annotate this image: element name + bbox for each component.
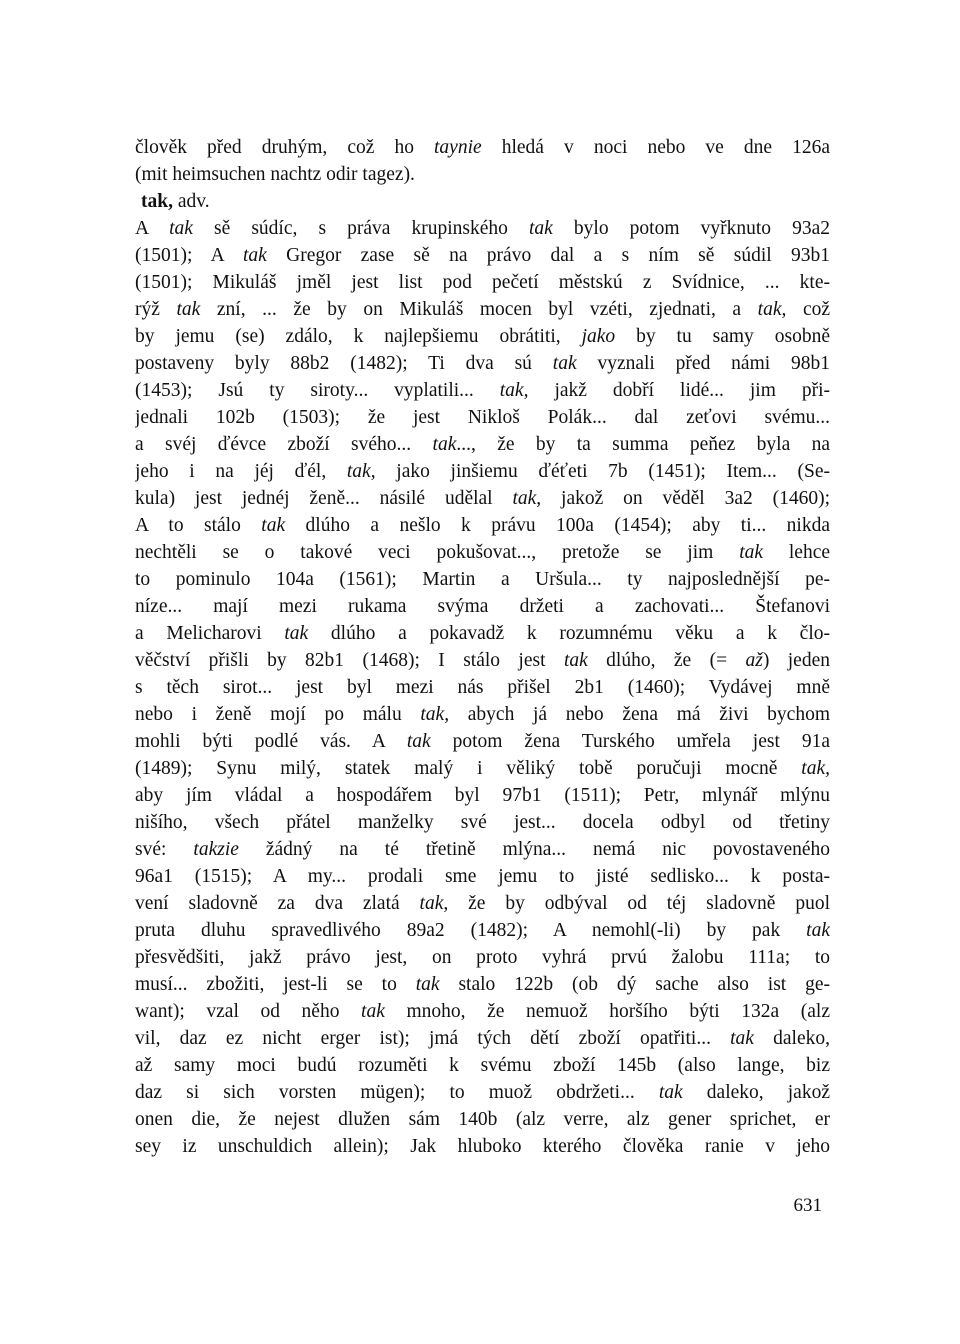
text-segment: zní, ... že by on Mikuláš mocen byl vzéti, zjednati, a (200, 299, 758, 320)
italic-word: tak (806, 920, 830, 941)
text-segment: ) jeden (762, 650, 830, 671)
text-line (135, 728, 830, 755)
text-segment: mohli býti podlé vás. A (135, 731, 407, 752)
text-segment: mnoho, že nemuož horšího býti 132a (alz (384, 1001, 830, 1022)
text-segment: to pominulo 104a (1561); Martin a Uršula... ty najposlednější pe- (135, 569, 830, 590)
text-segment: hledá v noci nebo ve dne 126a (481, 137, 830, 158)
headword: tak, (141, 191, 173, 212)
text-line (135, 674, 830, 701)
text-segment: A (135, 218, 170, 239)
text-segment: dlúho a pokavadž k rozumnému věku a k člo- (308, 623, 830, 644)
text-line (135, 323, 830, 350)
text-line (135, 431, 830, 458)
text-segment: až samy moci budú rozuměti k svému zboží 145b (also lange, biz (135, 1055, 830, 1076)
text-line (135, 782, 830, 809)
text-line (135, 404, 830, 431)
text-segment: lehce (763, 542, 830, 563)
text-segment: musí... zbožiti, jest-li se to (135, 974, 416, 995)
text-segment: bylo potom vyřknuto 93a2 (552, 218, 830, 239)
text-segment: daleko, jakož (682, 1082, 830, 1103)
text-segment: 96a1 (1515); A my... prodali sme jemu to jisté sedlisko... k posta- (135, 866, 830, 887)
italic-word: tak (658, 1082, 683, 1103)
text-segment: (mit heimsuchen nachtz odir tagez). (135, 164, 415, 185)
italic-word: tak (552, 353, 577, 374)
text-line (135, 944, 830, 971)
text-segment: dlúho, že (= (587, 650, 746, 671)
text-segment: onen die, že nejest dlužen sám 140b (alz verre, alz gener sprichet, er (135, 1109, 830, 1130)
text-segment: nebo i ženě mojí po málu (135, 704, 421, 725)
text-segment: své: (135, 839, 194, 860)
text-line (135, 809, 830, 836)
text-segment: (1501); A (135, 245, 243, 266)
text-line (135, 1079, 830, 1106)
text-segment: člověk před druhým, což ho (135, 137, 435, 158)
text-segment: nišího, všech přátel manželky své jest... docela odbyl od třetiny (135, 812, 830, 833)
text-line (135, 215, 830, 242)
italic-word: tak (361, 1001, 385, 1022)
italic-word: tak, (420, 704, 450, 725)
text-segment: což (786, 299, 830, 320)
text-segment: daleko, (753, 1028, 830, 1049)
text-segment: jako jinšiemu ďéťeti 7b (1451); Item... (Se- (375, 461, 830, 482)
text-line (135, 512, 830, 539)
text-segment: vyznali před námi 98b1 (576, 353, 830, 374)
text-segment: nechtěli se o takové veci pokušovat..., pretože se jim (135, 542, 740, 563)
italic-word: takzie (193, 839, 239, 860)
text-segment: sě súdíc, s práva krupinského (192, 218, 530, 239)
text-segment: žádný na té třetině mlýna... nemá nic povostaveného (238, 839, 830, 860)
text-line (135, 188, 836, 215)
text-line (135, 296, 830, 323)
italic-word: tak, (346, 461, 376, 482)
text-segment: daz si sich vorsten mügen); to muož obdržeti... (135, 1082, 659, 1103)
text-line (135, 971, 830, 998)
text-segment: vil, daz ez nicht erger ist); jmá tých dětí zboží opatřiti... (135, 1028, 731, 1049)
text-line (135, 1052, 830, 1079)
text-segment: že by odbýval od téj sladovně puol (448, 893, 830, 914)
text-segment: jakž dobří lidé... jim při- (528, 380, 830, 401)
text-segment: dlúho a nešlo k právu 100a (1454); aby ti... nikda (285, 515, 830, 536)
text-line (135, 755, 830, 782)
text-line (135, 539, 830, 566)
italic-word: tak (284, 623, 309, 644)
text-segment: jakož on věděl 3a2 (1460); (541, 488, 830, 509)
text-line (135, 161, 830, 188)
italic-word: tak (176, 299, 201, 320)
text-segment: adv. (172, 191, 210, 212)
text-line (135, 701, 830, 728)
text-segment: stalo 122b (ob dý sache also ist ge- (439, 974, 830, 995)
text-segment: want); vzal od něho (135, 1001, 362, 1022)
text-line (135, 647, 830, 674)
italic-word: jako (581, 326, 616, 347)
text-segment: s těch sirot... jest byl mezi nás přišel 2b1 (1460); Vydávej mně (135, 677, 830, 698)
text-segment: vení sladovně za dva zlatá (135, 893, 420, 914)
italic-word: tak, (512, 488, 542, 509)
text-segment: kula) jest jednéj ženě... násilé udělal (135, 488, 513, 509)
text-line (135, 242, 830, 269)
text-segment: níze... mají mezi rukama svýma držeti a zachovati... Štefanovi (135, 596, 830, 617)
text-line (135, 620, 830, 647)
italic-word: tak, (757, 299, 787, 320)
text-line (135, 485, 830, 512)
italic-word: tak, (499, 380, 529, 401)
text-line (135, 593, 830, 620)
text-line (135, 134, 830, 161)
text-line (135, 917, 830, 944)
text-segment: ..., že by ta summa peňez byla na (456, 434, 830, 455)
text-segment: a Melicharovi (135, 623, 285, 644)
italic-word: tak (563, 650, 588, 671)
italic-word: tak (415, 974, 440, 995)
italic-word: tak, (419, 893, 449, 914)
italic-word: tak (432, 434, 457, 455)
italic-word: tak (261, 515, 286, 536)
italic-word: až (745, 650, 763, 671)
text-line (135, 998, 830, 1025)
text-segment: by jemu (se) zdálo, k najlepšiemu obrátiti, (135, 326, 582, 347)
text-segment: (1489); Synu milý, statek malý i věliký tobě poručuji mocně (135, 758, 802, 779)
text-segment: jeho i na jéj ďél, (135, 461, 347, 482)
text-segment: (1453); Jsú ty siroty... vyplatili... (135, 380, 500, 401)
text-segment: sey iz unschuldich allein); Jak hluboko kterého člověka ranie v jeho (135, 1136, 830, 1157)
text-segment: věčství přišli by 82b1 (1468); I stálo jest (135, 650, 564, 671)
text-line (135, 863, 830, 890)
text-segment: jednali 102b (1503); že jest Nikloš Polák... dal zeťovi svému... (135, 407, 830, 428)
text-line (135, 269, 830, 296)
text-segment: abych já nebo žena má živi bychom (449, 704, 830, 725)
text-line (135, 1025, 830, 1052)
text-segment: potom žena Turského umřela jest 91a (430, 731, 830, 752)
text-line (135, 836, 830, 863)
italic-word: tak (529, 218, 553, 239)
italic-word: tak (739, 542, 764, 563)
text-line (135, 890, 830, 917)
italic-word: taynie (434, 137, 482, 158)
text-segment: by tu samy osobně (615, 326, 830, 347)
text-segment: A to stálo (135, 515, 262, 536)
text-line (135, 1133, 830, 1160)
italic-word: tak (730, 1028, 754, 1049)
italic-word: tak (242, 245, 267, 266)
italic-word: tak (169, 218, 193, 239)
text-line (135, 566, 830, 593)
text-segment: pruta dluhu spravedlivého 89a2 (1482); A nemohl(-li) by pak (135, 920, 807, 941)
text-line (135, 377, 830, 404)
italic-word: tak, (801, 758, 830, 779)
text-line (135, 350, 830, 377)
text-line (135, 1106, 830, 1133)
text-segment: a svéj ďévce zboží svého... (135, 434, 433, 455)
text-line (135, 458, 830, 485)
text-segment: rýž (135, 299, 177, 320)
text-segment: (1501); Mikuláš jměl jest list pod pečetí městskú z Svídnice, ... kte- (135, 272, 830, 293)
page-number: 631 (793, 1195, 822, 1216)
text-segment: Gregor zase sě na právo dal a s ním sě súdil 93b1 (266, 245, 830, 266)
text-segment: přesvědšiti, jakž právo jest, on proto vyhrá prvú žalobu 111a; to (135, 947, 830, 968)
text-segment: postaveny byly 88b2 (1482); Ti dva sú (135, 353, 553, 374)
italic-word: tak (406, 731, 431, 752)
text-segment: aby jím vládal a hospodářem byl 97b1 (1511); Petr, mlynář mlýnu (135, 785, 830, 806)
